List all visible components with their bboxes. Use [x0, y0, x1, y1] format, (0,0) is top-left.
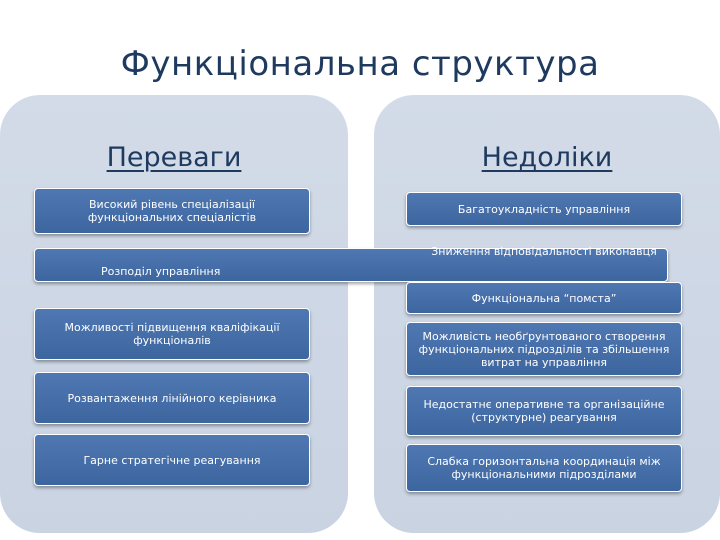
disadvantage-box: Зниження відповідальності виконавця [431, 244, 657, 258]
diagram-title: Функціональна структура [120, 44, 600, 84]
disadvantage-box: Багатоукладність управління [406, 192, 682, 226]
advantage-box: Гарне стратегічне реагування [34, 434, 310, 486]
advantage-box: Високий рівень спеціалізації функціональних спеціалістів [34, 188, 310, 234]
disadvantage-box: Можливість необґрунтованого створення функціональних підрозділів та збільшення витрат на управління [406, 322, 682, 376]
disadvantage-box: Функціональна “помста” [406, 282, 682, 314]
advantage-box: Можливості підвищення кваліфікації функціоналів [34, 308, 310, 360]
advantages-heading: Переваги [106, 142, 242, 173]
disadvantages-heading: Недоліки [481, 142, 613, 173]
advantage-box: Розвантаження лінійного керівника [34, 372, 310, 424]
disadvantage-box: Слабка горизонтальна координація між функціональними підрозділами [406, 444, 682, 492]
advantage-box: Розподіл управління [34, 248, 668, 282]
disadvantage-box: Недостатнє оперативне та організаційне (структурне) реагування [406, 386, 682, 436]
